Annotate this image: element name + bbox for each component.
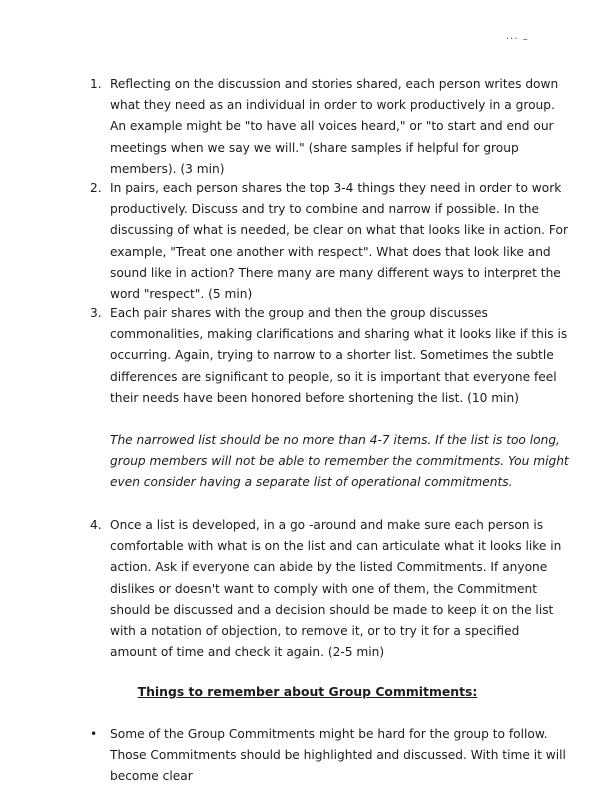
step-4 — [90, 515, 570, 663]
italic-note: The narrowed list should be no more than 4-7 items. If the list is too long, group members will not be able to remember the commitments. You might even consider having a separate list of operational commitments. — [110, 433, 569, 490]
step-number: 1. — [90, 77, 102, 91]
step-1 — [90, 74, 570, 180]
step-text: Each pair shares with the group and then the group discusses commonalities, making clarifications and sharing what it looks like if this is occurring. Again, trying to narrow to a shorter list. Sometimes the subtle differences are significant to people, so it is important that everyone feel their needs have been honored before shortening the list. (10 min) — [110, 306, 568, 405]
section-heading: Things to remember about Group Commitments: — [137, 684, 478, 699]
step-number: 2. — [90, 181, 102, 195]
step-number: 4. — [90, 518, 102, 532]
step-text: Reflecting on the discussion and stories shared, each person writes down what they need as an individual in order to work productively in a group. An example might be "to have all voices heard," or "to start and end our meetings when we say we will." (share samples if helpful for group members). (3 min) — [110, 77, 559, 176]
bullet-symbol: • — [90, 727, 98, 741]
bullet-text: Some of the Group Commitments might be hard for the group to follow. Those Commitments should be highlighted and discussed. With time it will become clear — [110, 727, 566, 784]
step-text: Once a list is developed, in a go -around and make sure each person is comfortable with what is on the list and can articulate what it looks like in action. Ask if everyone can abide by the listed Commitments. If anyone dislikes or doesn't want to comply with one of them, the Commitment should be discussed and a decision should be made to keep it on the list with a notation of objection, to remove it, or to try it for a specified amount of time and check it again. (2-5 min) — [110, 518, 562, 660]
page-marker: ··· – — [506, 34, 529, 45]
bullet-item — [90, 724, 570, 788]
step-3 — [90, 303, 570, 409]
step-number: 3. — [90, 306, 102, 320]
step-text: In pairs, each person shares the top 3-4 things they need in order to work productively. Discuss and try to combine and narrow if possible. In the discussing of what is needed, be clear on what that looks like in action. For example, "Treat one another with respect". What does that look like and sound like in action? There many are many different ways to interpret the word "respect". (5 min) — [110, 181, 568, 302]
step-2 — [90, 178, 570, 305]
